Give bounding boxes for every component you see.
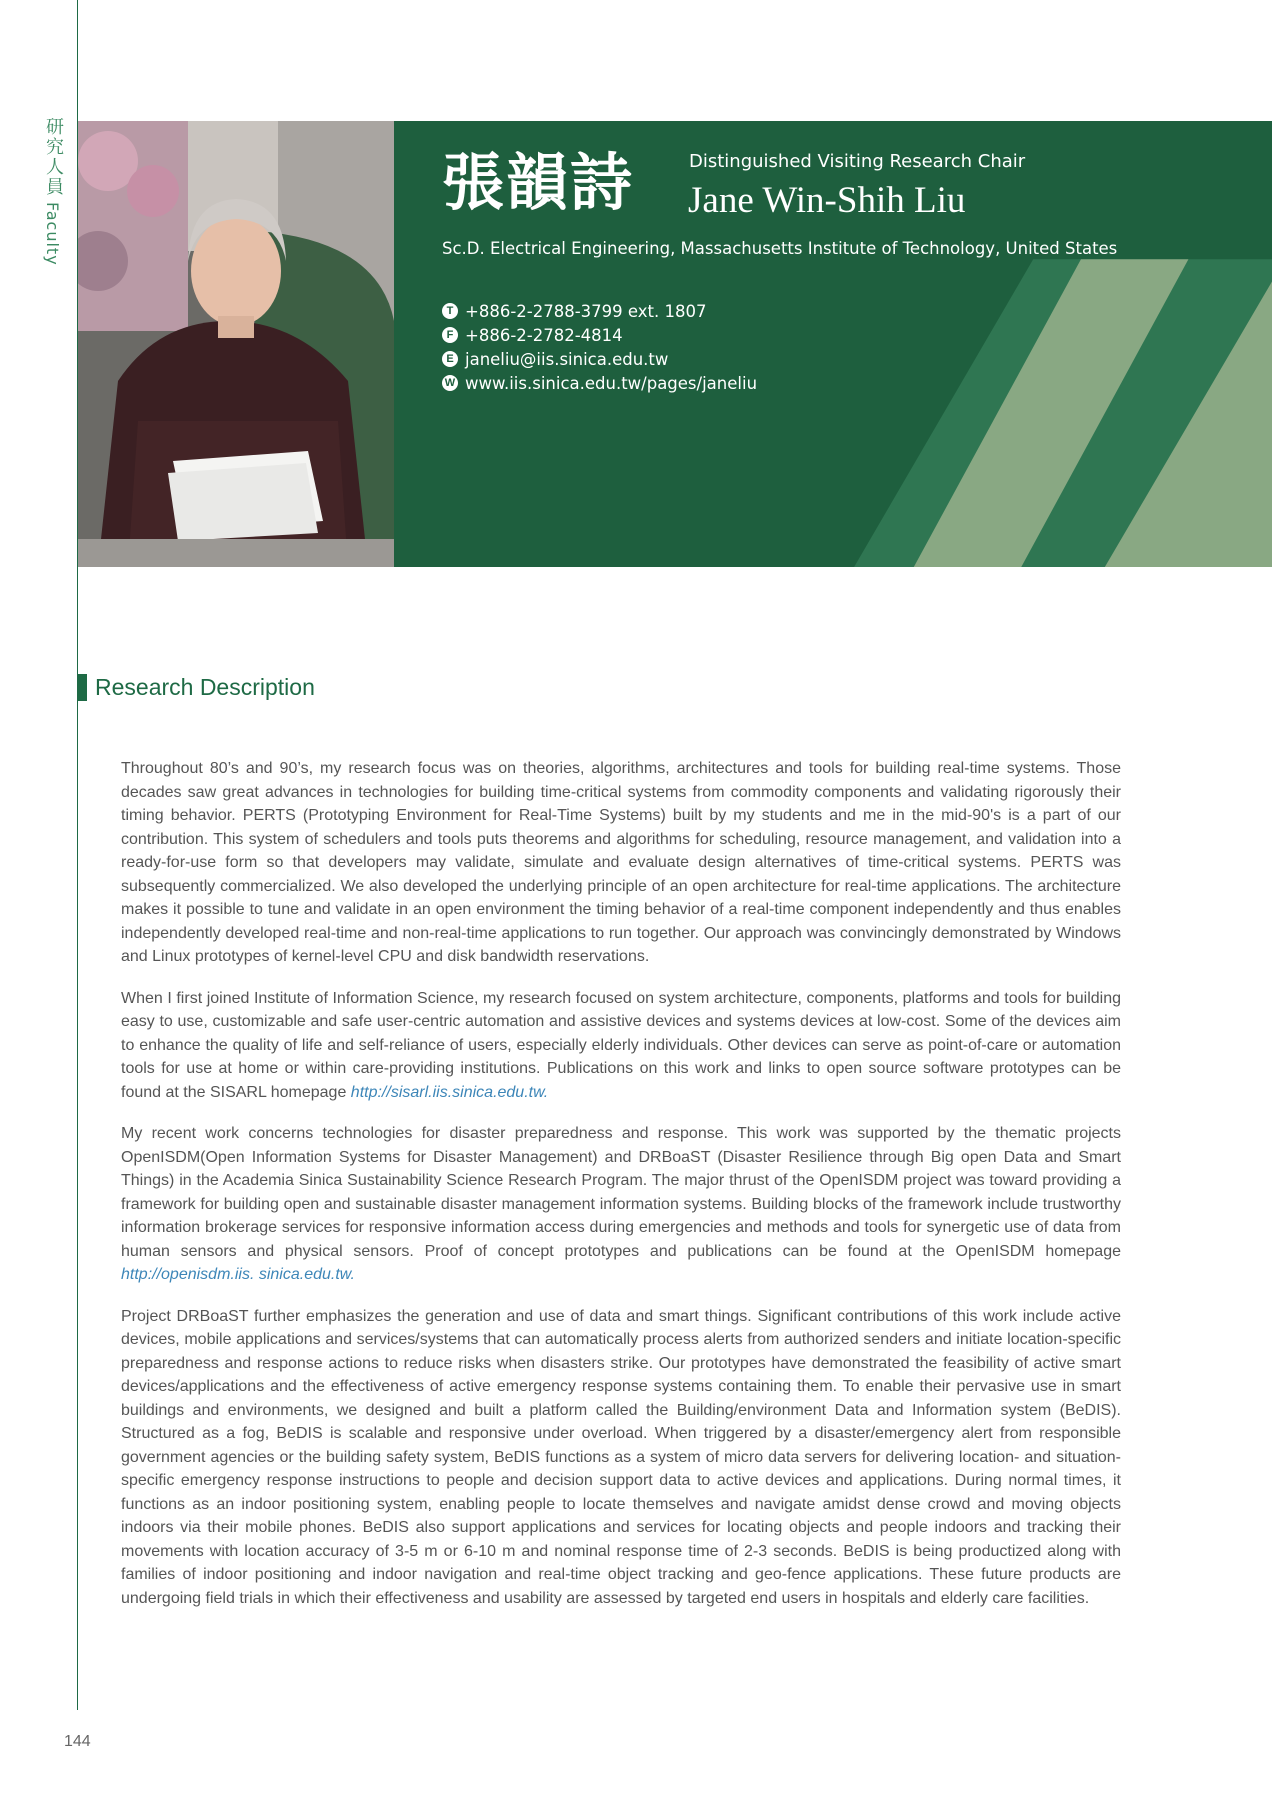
- phone-icon: T: [442, 303, 458, 319]
- openisdm-link[interactable]: http://openisdm.iis. sinica.edu.tw.: [121, 1266, 355, 1283]
- contact-phone: [442, 299, 757, 323]
- contact-phone-value: +886-2-2788-3799 ext. 1807: [465, 301, 707, 321]
- paragraph: [121, 987, 1121, 1105]
- side-label-en: Faculty: [43, 202, 62, 266]
- fax-icon: F: [442, 327, 458, 343]
- paragraph: [121, 757, 1121, 969]
- paragraph-text: My recent work concerns technologies for disaster preparedness and response. This work was supported by the thematic projects OpenISDM(Open Information Systems for Disaster Management) and DRBoaST (Disaster Resilience through Big open Data and Smart Things) in the Academia Sinica Sustainability Science Research Program. The major thrust of the OpenISDM project was toward providing a framework for building open and sustainable disaster management information systems. Building blocks of the framework include trustworthy information brokerage services for responsive information access during emergencies and methods and tools for synergetic use of data from human sensors and physical sensors. Proof of concept prototypes and publications can be found at the OpenISDM homepage: [121, 1125, 1121, 1260]
- portrait-photo: [78, 121, 394, 567]
- web-icon: W: [442, 375, 458, 391]
- paragraph: [121, 1122, 1121, 1287]
- email-icon: E: [442, 351, 458, 367]
- paragraph-text: Project DRBoaST further emphasizes the generation and use of data and smart things. Significant contributions of this work include active devices, mobile applications and services/systems that can automatically process alerts from authorized senders and initiate location-specific preparedness and response actions to reduce risks when disasters strike. Our prototypes have demonstrated the feasibility of active smart devices/applications and the effectiveness of active emergency response systems containing them. To enable their pervasive use in smart buildings and environments, we designed and built a platform called the Building/environment Data and Information system (BeDIS). Structured as a fog, BeDIS is scalable and responsive under overload. When triggered by a disaster/emergency alert from responsible government agencies or the building safety system, BeDIS functions as a system of micro data servers for delivering location- and situation-specific emergency response instructions to people and decision support data to active devices and applications. During normal times, it functions as an indoor positioning system, enabling people to locate themselves and navigate amidst dense crowd and moving objects indoors via their mobile phones. BeDIS also support applications and services for locating objects and people indoors and tracking their movements with location accuracy of 3-5 m or 6-10 m and nominal response time of 2-3 seconds. BeDIS is being productized along with families of indoor positioning and indoor navigation and real-time object tracking and geo-fence applications. These future products are undergoing field trials in which their effectiveness and usability are assessed by targeted end users in hospitals and elderly care facilities.: [121, 1307, 1121, 1607]
- contact-web-value[interactable]: www.iis.sinica.edu.tw/pages/janeliu: [465, 373, 758, 393]
- degree: Sc.D. Electrical Engineering, Massachusetts Institute of Technology, United States: [442, 239, 1118, 258]
- paragraph: [121, 1305, 1121, 1611]
- contact-list: [442, 299, 757, 395]
- side-label: [42, 118, 68, 266]
- page-number: 144: [64, 1733, 91, 1750]
- sisarl-link[interactable]: http://sisarl.iis.sinica.edu.tw.: [350, 1083, 549, 1101]
- paragraph-text: When I first joined Institute of Information Science, my research focused on system architecture, components, platforms and tools for building easy to use, customizable and safe user-centric automation and assistive devices and systems devices at low-cost. Some of the devices aim to enhance the quality of life and self-reliance of users, especially elderly individuals. Other devices can serve as point-of-care or automation tools for use at home or within care-providing institutions. Publications on this work and links to open source software prototypes can be found at the SISARL homepage: [121, 989, 1121, 1101]
- contact-fax-value: +886-2-2782-4814: [465, 325, 623, 345]
- research-description: [121, 757, 1121, 1628]
- section-heading-text: Research Description: [95, 673, 315, 700]
- contact-email[interactable]: [442, 347, 757, 371]
- name-english: Jane Win-Shih Liu: [688, 180, 966, 221]
- contact-email-value[interactable]: janeliu@iis.sinica.edu.tw: [465, 349, 669, 369]
- section-heading-bar: [78, 674, 87, 701]
- name-chinese: 張韻詩: [442, 146, 635, 219]
- paragraph-text: Throughout 80’s and 90’s, my research focus was on theories, algorithms, architectures and tools for building real-time systems. Those decades saw great advances in technologies for building time-critical systems from commodity components and validating rigorously their timing behavior. PERTS (Prototyping Environment for Real-Time Systems) built by my students and me in the mid-90's is a part of our contribution. This system of schedulers and tools puts theorems and algorithms for scheduling, resource management, and validation into a ready-for-use form so that developers may validate, simulate and evaluate design alternatives of time-critical systems. PERTS was subsequently commercialized. We also developed the underlying principle of an open architecture for real-time applications. The architecture makes it possible to tune and validate in an open environment the timing behavior of a real-time component independently and thus enables independently developed real-time and non-real-time applications to run together. Our approach was convincingly demonstrated by Windows and Linux prototypes of kernel-level CPU and disk bandwidth reservations.: [121, 760, 1121, 965]
- contact-web[interactable]: [442, 371, 757, 395]
- profile-header: [78, 121, 1272, 567]
- side-label-cn: 研究人員: [46, 117, 64, 198]
- contact-fax: [442, 323, 757, 347]
- section-heading: [78, 673, 315, 701]
- position-title: Distinguished Visiting Research Chair: [689, 151, 1026, 172]
